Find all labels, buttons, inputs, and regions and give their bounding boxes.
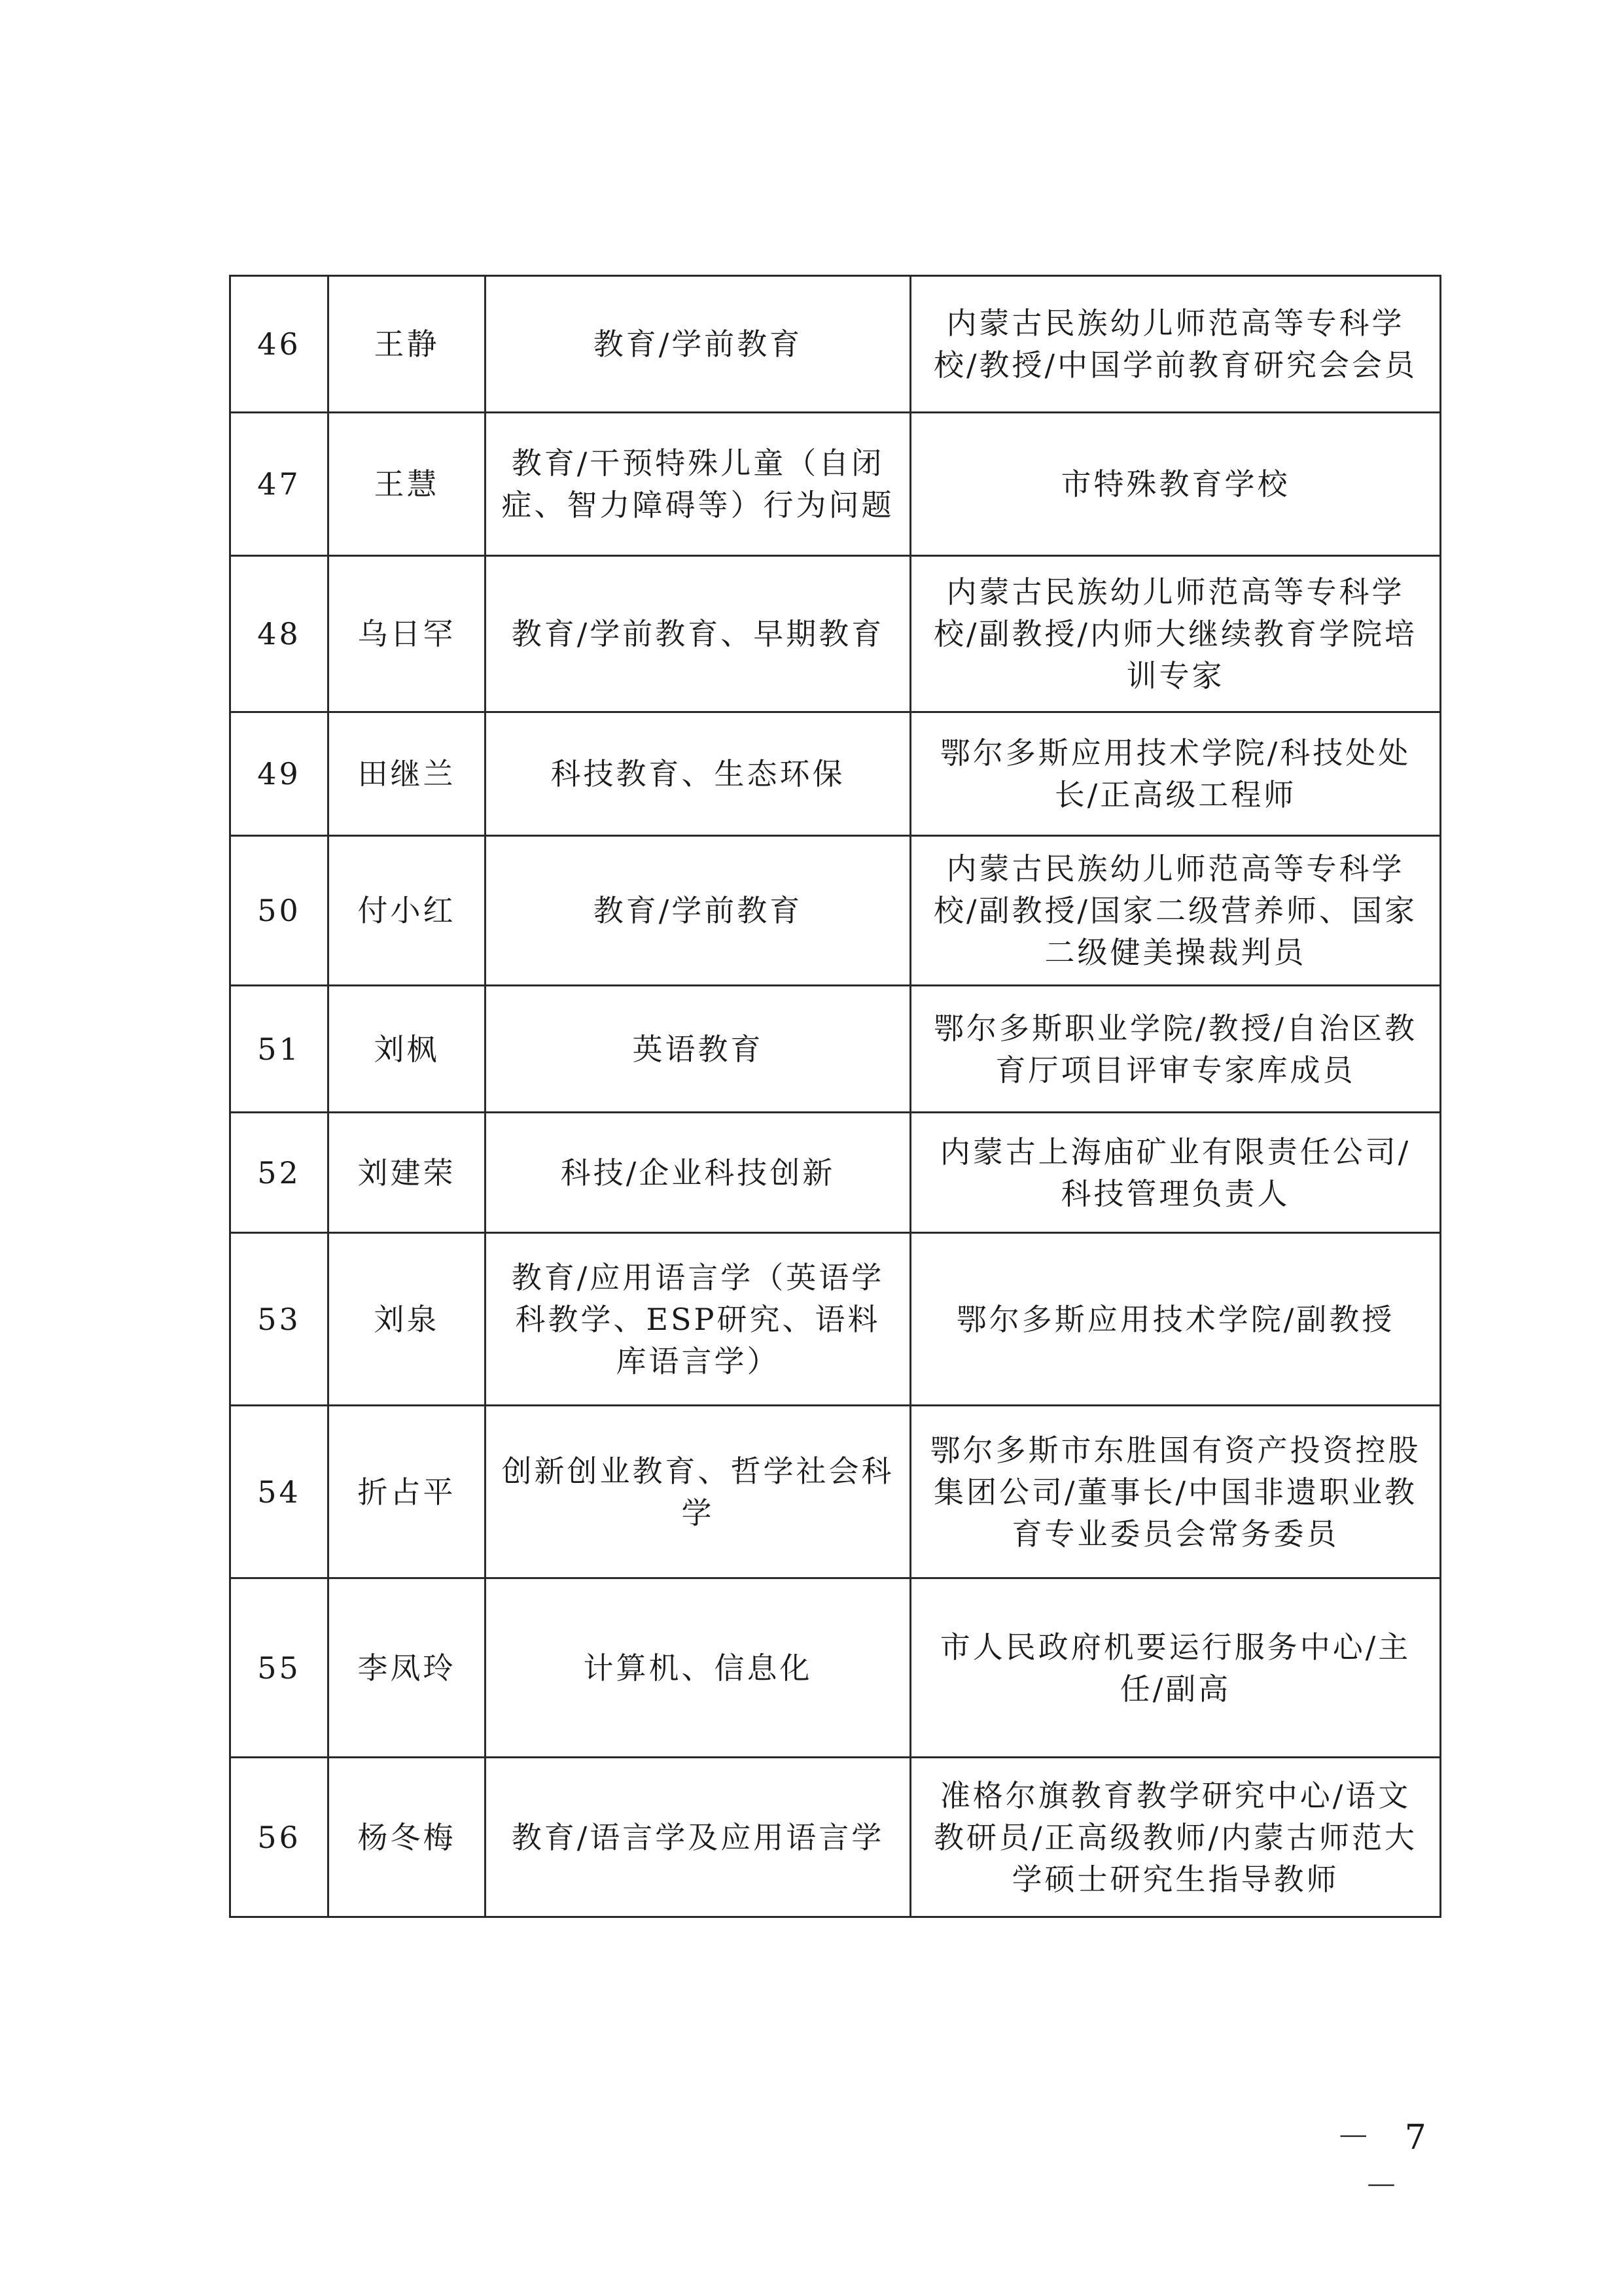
expert-organization: 鄂尔多斯职业学院/教授/自治区教育厅项目评审专家库成员 <box>911 986 1441 1113</box>
expert-roster-table <box>229 275 1441 1918</box>
expert-organization: 内蒙古上海庙矿业有限责任公司/科技管理负责人 <box>911 1113 1441 1233</box>
table-row <box>230 556 1441 712</box>
row-number: 55 <box>230 1578 328 1758</box>
expert-field: 教育/语言学及应用语言学 <box>485 1758 911 1917</box>
table-row <box>230 1758 1441 1917</box>
expert-name: 付小红 <box>328 836 485 986</box>
expert-field: 计算机、信息化 <box>485 1578 911 1758</box>
expert-name: 折占平 <box>328 1406 485 1578</box>
expert-name: 刘建荣 <box>328 1113 485 1233</box>
table-row <box>230 276 1441 413</box>
row-number: 47 <box>230 413 328 556</box>
expert-field: 教育/干预特殊儿童（自闭症、智力障碍等）行为问题 <box>485 413 911 556</box>
row-number: 51 <box>230 986 328 1113</box>
table-row <box>230 712 1441 836</box>
row-number: 54 <box>230 1406 328 1578</box>
expert-field: 英语教育 <box>485 986 911 1113</box>
expert-field: 教育/学前教育 <box>485 836 911 986</box>
page-number: － 7 － <box>1336 2118 1438 2206</box>
row-number: 49 <box>230 712 328 836</box>
row-number: 48 <box>230 556 328 712</box>
expert-organization: 鄂尔多斯应用技术学院/副教授 <box>911 1233 1441 1406</box>
expert-name: 李凤玲 <box>328 1578 485 1758</box>
expert-organization: 内蒙古民族幼儿师范高等专科学校/副教授/国家二级营养师、国家二级健美操裁判员 <box>911 836 1441 986</box>
expert-field: 教育/学前教育 <box>485 276 911 413</box>
expert-organization: 鄂尔多斯市东胜国有资产投资控股集团公司/董事长/中国非遗职业教育专业委员会常务委员 <box>911 1406 1441 1578</box>
expert-name: 王静 <box>328 276 485 413</box>
expert-organization: 内蒙古民族幼儿师范高等专科学校/副教授/内师大继续教育学院培训专家 <box>911 556 1441 712</box>
expert-field: 科技/企业科技创新 <box>485 1113 911 1233</box>
row-number: 56 <box>230 1758 328 1917</box>
expert-name: 杨冬梅 <box>328 1758 485 1917</box>
row-number: 53 <box>230 1233 328 1406</box>
expert-organization: 市特殊教育学校 <box>911 413 1441 556</box>
table-row <box>230 836 1441 986</box>
table-row <box>230 986 1441 1113</box>
expert-field: 教育/应用语言学（英语学科教学、ESP研究、语料库语言学） <box>485 1233 911 1406</box>
table-row <box>230 413 1441 556</box>
row-number: 52 <box>230 1113 328 1233</box>
row-number: 50 <box>230 836 328 986</box>
row-number: 46 <box>230 276 328 413</box>
expert-name: 乌日罕 <box>328 556 485 712</box>
expert-name: 王慧 <box>328 413 485 556</box>
expert-name: 田继兰 <box>328 712 485 836</box>
expert-field: 教育/学前教育、早期教育 <box>485 556 911 712</box>
expert-field: 科技教育、生态环保 <box>485 712 911 836</box>
expert-organization: 准格尔旗教育教学研究中心/语文教研员/正高级教师/内蒙古师范大学硕士研究生指导教师 <box>911 1758 1441 1917</box>
table-row <box>230 1113 1441 1233</box>
expert-organization: 鄂尔多斯应用技术学院/科技处处长/正高级工程师 <box>911 712 1441 836</box>
table-row <box>230 1233 1441 1406</box>
expert-name: 刘枫 <box>328 986 485 1113</box>
table-row <box>230 1406 1441 1578</box>
expert-organization: 内蒙古民族幼儿师范高等专科学校/教授/中国学前教育研究会会员 <box>911 276 1441 413</box>
expert-field: 创新创业教育、哲学社会科学 <box>485 1406 911 1578</box>
table-row <box>230 1578 1441 1758</box>
expert-organization: 市人民政府机要运行服务中心/主任/副高 <box>911 1578 1441 1758</box>
expert-name: 刘泉 <box>328 1233 485 1406</box>
